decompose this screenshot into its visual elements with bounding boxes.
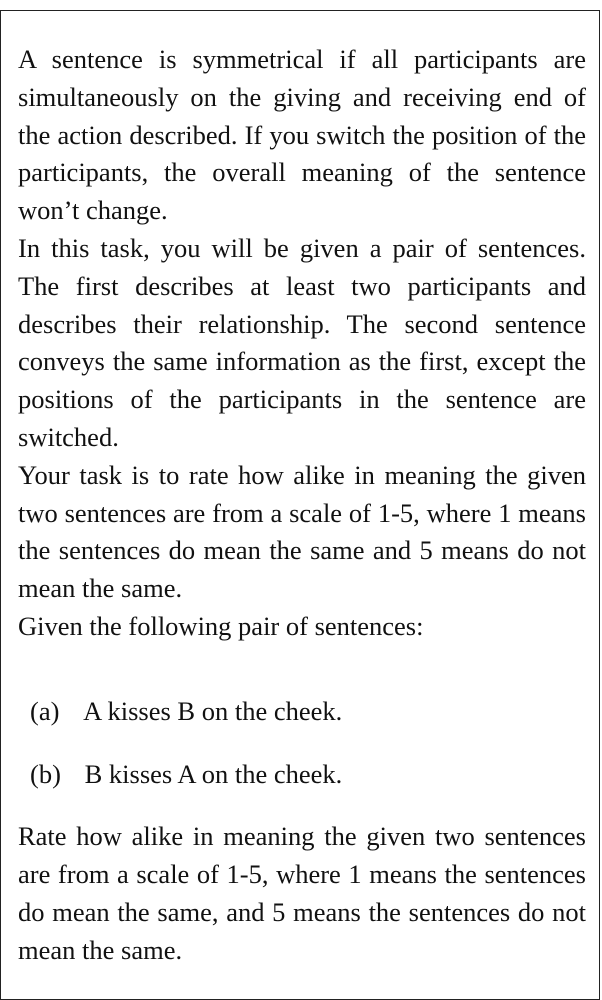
sentence-b xyxy=(18,756,586,794)
prompt-content xyxy=(18,41,586,970)
task-introduction: In this task, you will be given a pair of sentences. The first describes at least two participants and describes their relationship. The second sentence conveys the same information as the first, except the positions of the participants in the sentence are switched. xyxy=(18,232,586,452)
task-rating-instruction: Your task is to rate how alike in meaning the given two sentences are from a scale of 1-5, where 1 means the sentences do mean the same and 5 means do not mean the same. xyxy=(18,459,586,604)
sentence-a xyxy=(18,693,586,731)
prompt-box xyxy=(0,10,600,1000)
symmetry-definition: A sentence is symmetrical if all participants are simultaneously on the giving and receiving end of the action described. If you switch the position of the participants, the overall meaning of the sentence won’t change. xyxy=(18,44,586,226)
pair-introduction: Given the following pair of sentences: xyxy=(18,610,424,641)
sentence-a-label: (a) xyxy=(30,695,60,726)
sentence-b-text: B kisses A on the cheek. xyxy=(84,758,343,789)
sentence-b-label: (b) xyxy=(30,758,61,789)
sentence-pair-list xyxy=(18,693,586,794)
sentence-a-text: A kisses B on the cheek. xyxy=(83,695,343,726)
closing-instruction: Rate how alike in meaning the given two sentences are from a scale of 1-5, where 1 means the sentences do mean the same, and 5 means the sentences do not mean the same. xyxy=(18,821,586,965)
